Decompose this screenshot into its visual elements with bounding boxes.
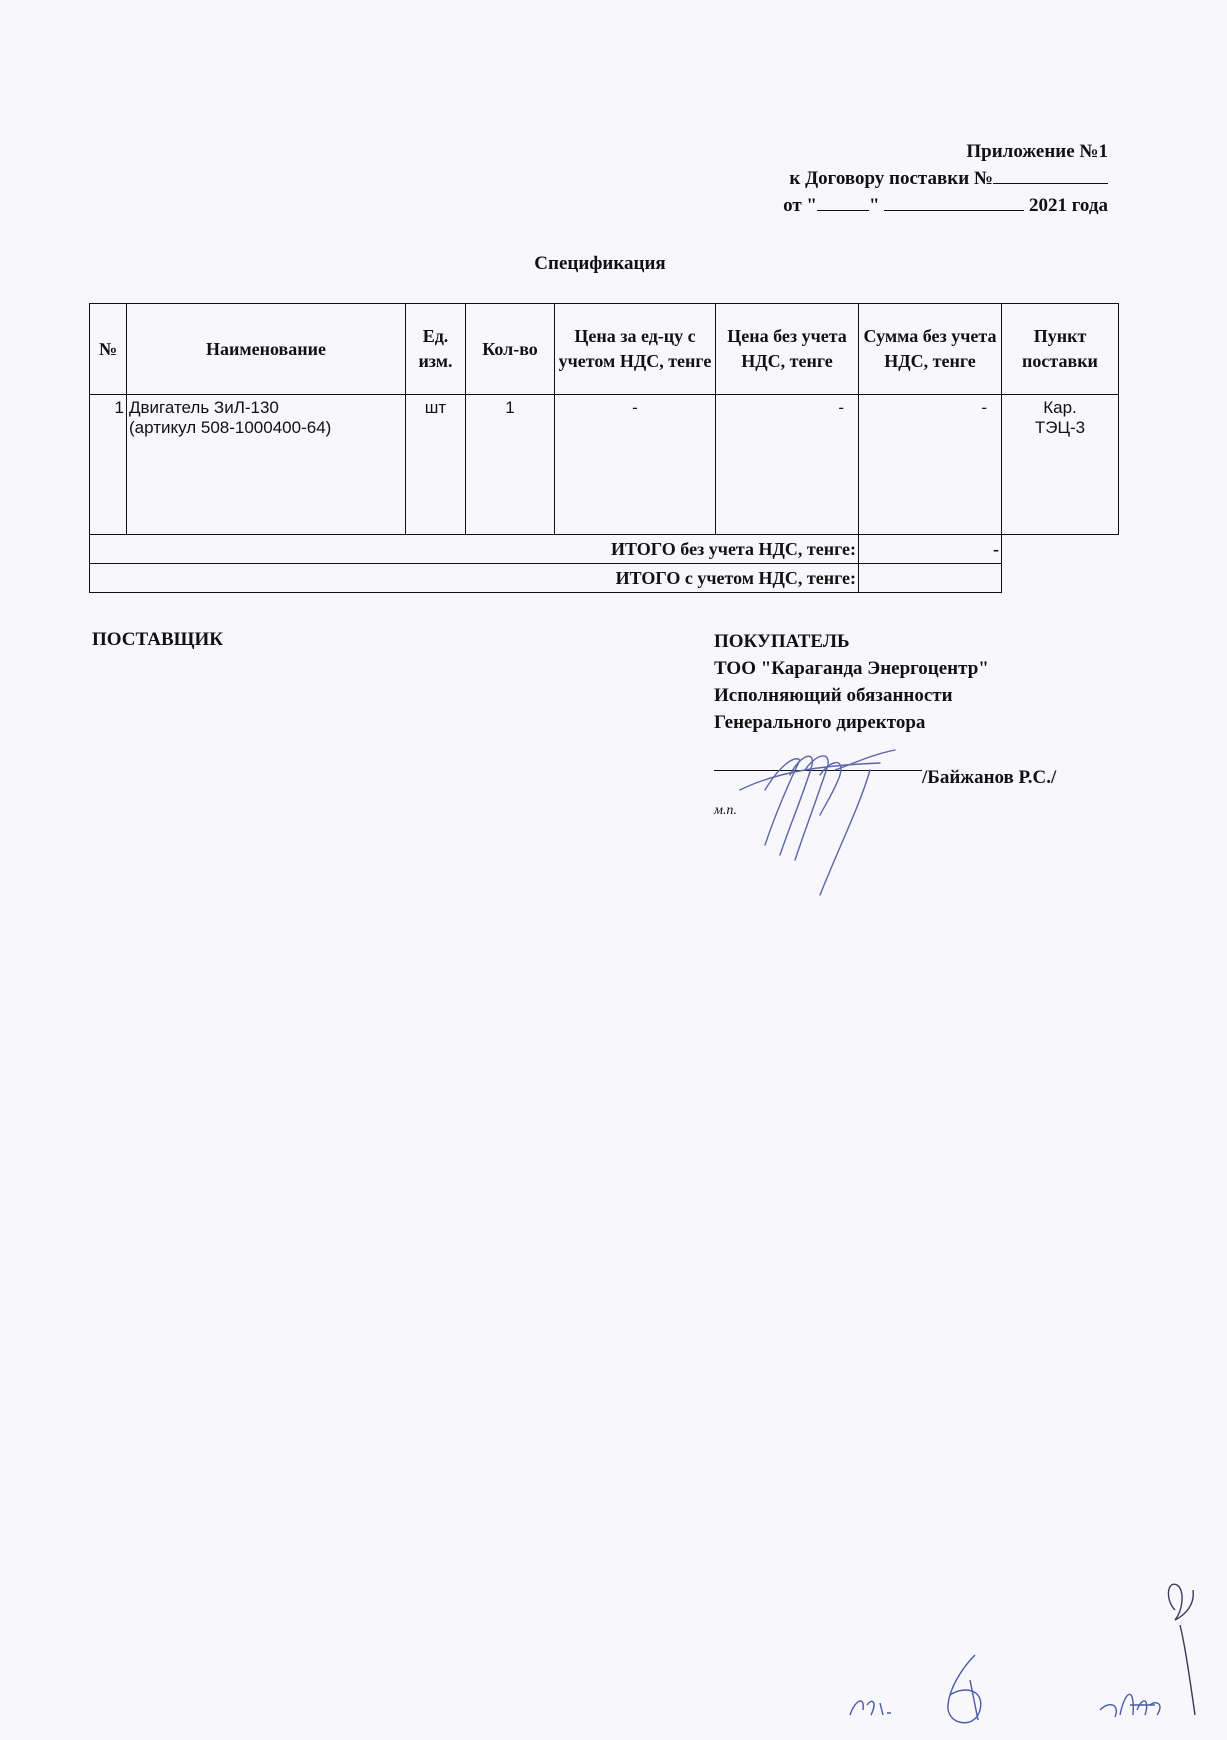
total-without-vat-row <box>90 535 1119 564</box>
specification-table <box>89 303 1119 593</box>
row-number: 1 <box>90 395 127 535</box>
table-header-row <box>90 304 1119 395</box>
quantity: 1 <box>466 395 555 535</box>
delivery-point: Кар. ТЭЦ-3 <box>1002 395 1119 535</box>
total-without-vat-value: - <box>859 535 1002 564</box>
total-with-vat-label: ИТОГО с учетом НДС, тенге: <box>90 564 859 593</box>
buyer-signature <box>720 735 910 900</box>
column-header: Кол-во <box>466 304 555 395</box>
buyer-block <box>714 628 989 736</box>
initials-2 <box>930 1650 1000 1735</box>
item-name: Двигатель ЗиЛ-130 (артикул 508-1000400-64) <box>127 395 406 535</box>
total-without-vat-label: ИТОГО без учета НДС, тенге: <box>90 535 859 564</box>
buyer-role-line1: Исполняющий обязанности <box>714 685 953 706</box>
buyer-role-line2: Генерального директора <box>714 712 926 733</box>
table-row <box>90 395 1119 535</box>
contract-date: от " " 2021 года <box>783 192 1108 219</box>
date-month-blank <box>884 192 1024 211</box>
unit: шт <box>406 395 466 535</box>
initials-4 <box>1155 1570 1205 1720</box>
document-header <box>783 138 1108 219</box>
document-title: Спецификация <box>534 253 666 274</box>
supplier-heading: ПОСТАВЩИК <box>92 629 224 650</box>
initials-1 <box>845 1675 905 1725</box>
appendix-title: Приложение №1 <box>966 141 1108 162</box>
date-day-blank <box>817 192 869 211</box>
column-header: Пункт поставки <box>1002 304 1119 395</box>
total-with-vat-value <box>859 564 1002 593</box>
column-header: Сумма без учета НДС, тенге <box>859 304 1002 395</box>
column-header: № <box>90 304 127 395</box>
buyer-heading: ПОКУПАТЕЛЬ <box>714 631 850 652</box>
signatory-name: /Байжанов Р.С./ <box>922 767 1057 788</box>
price-with-vat: - <box>555 395 716 535</box>
total-with-vat-row <box>90 564 1119 593</box>
buyer-organization: ТОО "Караганда Энергоцентр" <box>714 658 989 679</box>
price-without-vat: - <box>716 395 859 535</box>
column-header: Цена без учета НДС, тенге <box>716 304 859 395</box>
column-header: Наименование <box>127 304 406 395</box>
column-header: Цена за ед-цу с учетом НДС, тенге <box>555 304 716 395</box>
contract-reference: к Договору поставки № <box>783 165 1108 192</box>
contract-number-blank <box>993 165 1108 184</box>
column-header: Ед. изм. <box>406 304 466 395</box>
sum-without-vat: - <box>859 395 1002 535</box>
stamp-mark: м.п. <box>714 803 737 818</box>
